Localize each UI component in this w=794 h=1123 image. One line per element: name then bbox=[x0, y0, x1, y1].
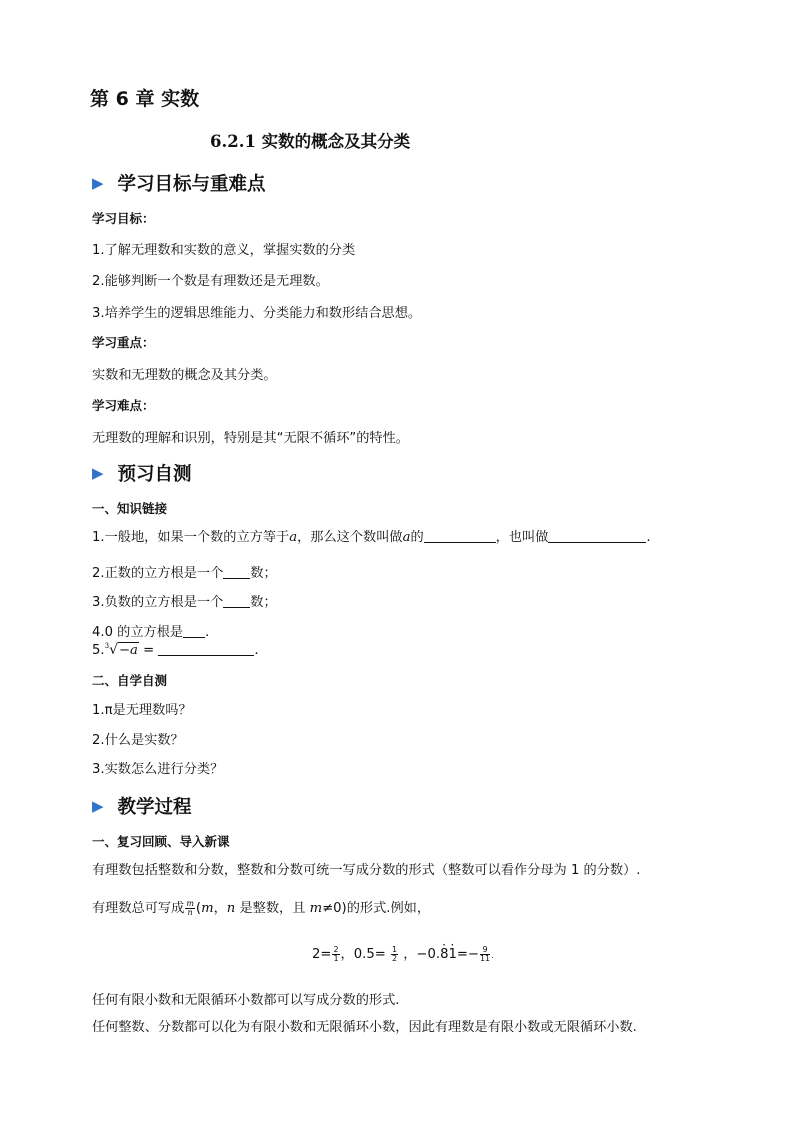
answer-blank[interactable] bbox=[424, 528, 496, 543]
cube-root-expression: $^3$√−a bbox=[104, 642, 138, 658]
key-points-label: 学习重点： bbox=[92, 335, 155, 350]
question-3: 3.负数的立方根是一个 数； bbox=[92, 595, 277, 610]
section-heading-preview: ▶ 预习自测 bbox=[92, 464, 192, 485]
section-heading-goals: ▶ 学习目标与重难点 bbox=[92, 174, 266, 195]
fraction: $\frac{1}{2}$ bbox=[391, 944, 398, 963]
lesson-title: 6.2.1 实数的概念及其分类 bbox=[210, 132, 411, 151]
difficult-points-label: 学习难点： bbox=[92, 398, 155, 413]
paragraph-fraction-form: 有理数总可写成 $\frac{m}{n}$ (m，n 是整数，且 m≠0)的形式.例如， bbox=[92, 898, 431, 917]
review-label: 一、复习回顾、导入新课 bbox=[92, 834, 230, 849]
question-4: 4.0 的立方根是 . bbox=[92, 625, 210, 640]
objective-item: 3.培养学生的逻辑思维能力、分类能力和数形结合思想。 bbox=[92, 306, 422, 321]
paragraph: 有理数包括整数和分数，整数和分数可统一写成分数的形式（整数可以看作分母为 1 的分数）. bbox=[92, 863, 641, 878]
chapter-title: 第 6 章 实数 bbox=[90, 88, 200, 110]
question-5: 5.$^3$√−a = . bbox=[92, 642, 259, 658]
answer-blank[interactable] bbox=[548, 528, 646, 543]
answer-blank[interactable] bbox=[223, 564, 250, 579]
fraction: $\frac{9}{11}$ bbox=[479, 944, 491, 963]
key-points-text: 实数和无理数的概念及其分类。 bbox=[92, 368, 277, 383]
self-test-label: 二、自学自测 bbox=[92, 673, 168, 688]
difficult-points-text: 无理数的理解和识别，特别是其“无限不循环”的特性。 bbox=[92, 431, 409, 446]
triangle-bullet-icon: ▶ bbox=[92, 174, 104, 192]
answer-blank[interactable] bbox=[183, 623, 205, 638]
objective-item: 1.了解无理数和实数的意义，掌握实数的分类 bbox=[92, 243, 356, 258]
objective-item: 2.能够判断一个数是有理数还是无理数。 bbox=[92, 274, 329, 289]
section-heading-process: ▶ 教学过程 bbox=[92, 797, 192, 818]
question-1: 1.一般地，如果一个数的立方等于a，那么这个数叫做a的 ，也叫做 . bbox=[92, 530, 651, 545]
question-2: 2.正数的立方根是一个 数； bbox=[92, 566, 277, 581]
fraction: $\frac{2}{1}$ bbox=[333, 944, 339, 963]
self-test-question: 3.实数怎么进行分类？ bbox=[92, 762, 224, 777]
self-test-question: 2.什么是实数？ bbox=[92, 733, 184, 748]
triangle-bullet-icon: ▶ bbox=[92, 797, 104, 815]
paragraph: 任何整数、分数都可以化为有限小数和无限循环小数，因此有理数是有限小数或无限循环小数. bbox=[92, 1020, 637, 1035]
answer-blank[interactable] bbox=[223, 593, 250, 608]
self-test-question: 1.π是无理数吗？ bbox=[92, 703, 192, 718]
example-equation: 2= $\frac{2}{1}$ ，0.5= $\frac{1}{2}$ ，−0.· 8· 1=− $\frac{9}{11}$ . bbox=[0, 943, 794, 963]
answer-blank[interactable] bbox=[158, 641, 254, 656]
objectives-label: 学习目标： bbox=[92, 211, 155, 226]
triangle-bullet-icon: ▶ bbox=[92, 464, 104, 482]
knowledge-link-label: 一、知识链接 bbox=[92, 501, 168, 516]
paragraph: 任何有限小数和无限循环小数都可以写成分数的形式. bbox=[92, 993, 400, 1008]
fraction: $\frac{m}{n}$ bbox=[186, 898, 194, 917]
